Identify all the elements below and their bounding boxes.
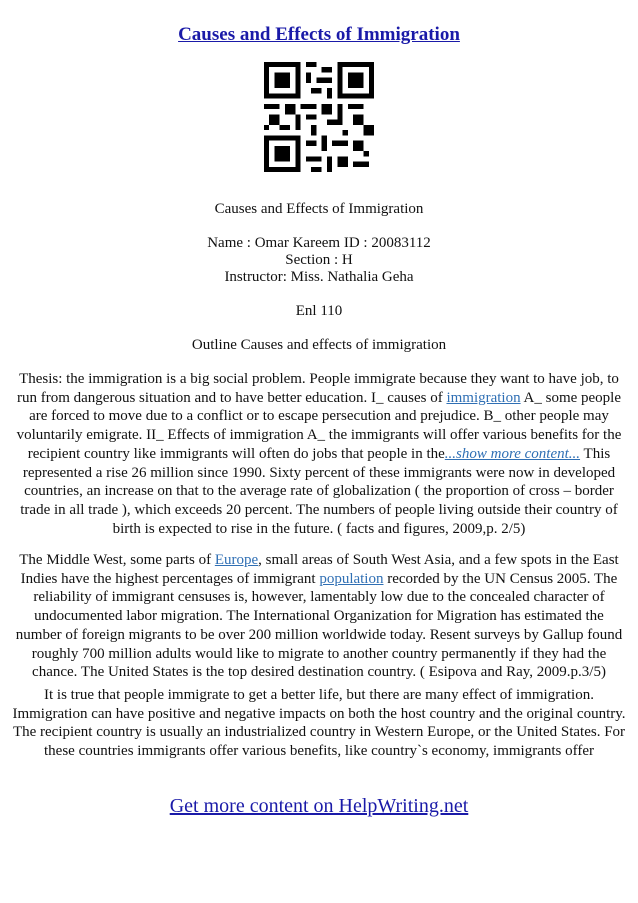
- outline-heading: Outline Causes and effects of immigration: [191, 337, 447, 353]
- europe-link[interactable]: Europe: [214, 552, 259, 568]
- text-run: , small areas of South West Asia, and a few spots in the East Indies have the highest percentages of immigrant: [20, 552, 619, 587]
- text-run: The Middle West, some parts of: [19, 552, 215, 568]
- subtitle: Causes and Effects of Immigration: [214, 201, 424, 217]
- thesis-paragraph: [12, 370, 626, 538]
- section-label: Section : H: [285, 252, 353, 268]
- effects-paragraph: It is true that people immigrate to get a better life, but there are many effect of immigration. Immigration can have positive and negative impacts on both the host country and the original country. The recipient country is usually an industrialized country in Western Europe, or the United States. For these countries immigrants offer various benefits, like country`s economy, immigrants offer: [12, 687, 626, 760]
- show-more-link[interactable]: ...show more content...: [444, 445, 581, 462]
- text-run: recorded by the UN Census 2005. The reliability of immigrant censuses is, however, lamentably low due to the concealed character of undocumented labor migration. The International Organization for Migration has estimated the number of foreign migrants to be over 200 million worldwide today. Resent surveys by Gallup found roughly 700 million adults would like to migrate to another country permanently if they had the chance. The United States is the top desired destination country. ( Esipova and Ray, 2009.p.3/5): [15, 570, 623, 681]
- instructor-label: Instructor: Miss. Nathalia Geha: [224, 269, 414, 285]
- page-title[interactable]: Causes and Effects of Immigration: [178, 24, 460, 45]
- text-run: Thesis: the immigration is a big social problem. People immigrate because they want to have job, to run from dangerous situation and to have better education. I_ causes of: [16, 371, 619, 406]
- course-code: Enl 110: [295, 303, 343, 319]
- population-link[interactable]: population: [319, 570, 384, 587]
- text-run: This represented a rise 26 million since 1990. Sixty percent of these immigrants were now in developed countries, an increase on that to the average rate of globalization ( the proportion of cross – border trade in all trade ), which exceeds 20 percent. The numbers of people living outside their country of birth is expected to rise in the future. ( facts and figures, 2009,p. 2/5): [20, 445, 618, 537]
- immigration-link[interactable]: immigration: [446, 389, 521, 406]
- statistics-paragraph: [12, 551, 626, 682]
- helpwriting-link[interactable]: Get more content on HelpWriting.net: [169, 795, 469, 817]
- qr-code: [264, 62, 374, 172]
- student-name-id: Name : Omar Kareem ID : 20083112: [207, 235, 431, 251]
- text-run: A_ some people are forced to move due to a conflict or to escape persecution and prejudice. B_ other people may voluntarily emigrate. II_ Effects of immigration A_ the immigrants will offer various benefits for the recipient country like immigrants will often do jobs that people in the: [16, 389, 622, 462]
